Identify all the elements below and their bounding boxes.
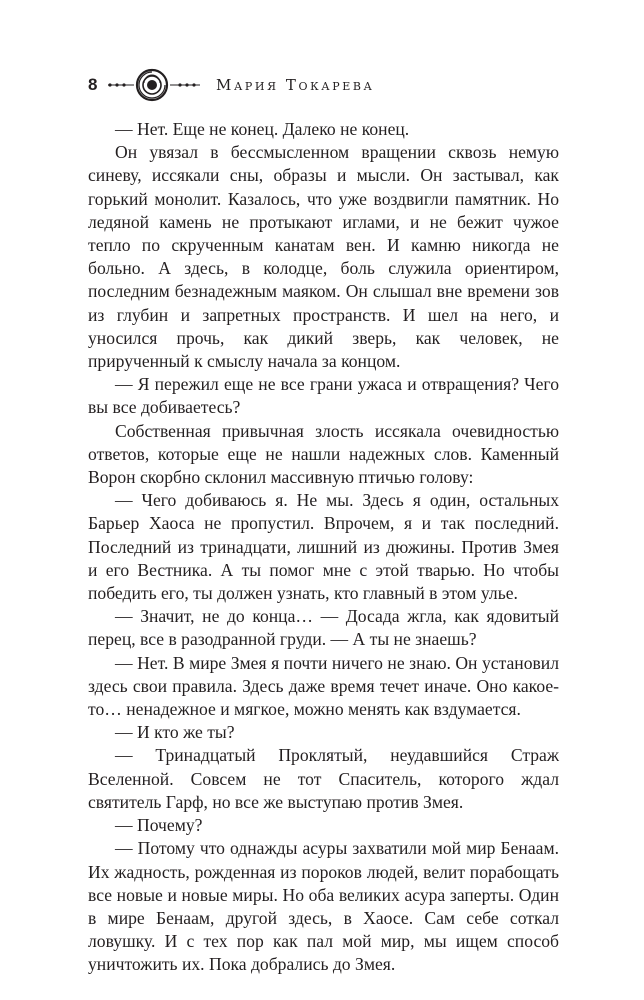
paragraph: — Нет. В мире Змея я почти ничего не знаю. Он установил здесь свои правила. Здесь даже время течет иначе. Оно какое-то… ненадежное и мягкое, можно менять как вздумается. [88,652,559,720]
paragraph: Собственная привычная злость иссякала очевидностью ответов, которые еще не нашли надежных слов. Каменный Ворон скорбно склонил массивную птичью голову: [88,420,559,488]
body-text [88,118,559,977]
paragraph: Он увязал в бессмысленном вращении сквозь немую синеву, иссякали сны, образы и мысли. Он застывал, как горький монолит. Казалось, что уже воздвигли памятник. Но ледяной камень не протыкают иглами, и не бежит чужое тепло по скрученным канатам вен. И камню никогда не больно. А здесь, в колодце, боль служила ориентиром, последним безнадежным маяком. Он слышал вне времени зов из глубин и запретных пространств. И шел на него, и уносился прочь, как дикий зверь, как человек, не прирученный к смыслу начала за концом. [88,142,559,372]
paragraph: — Тринадцатый Проклятый, неудавшийся Страж Вселенной. Совсем не тот Спаситель, которого ждал святитель Гарф, но все же выступаю против Змея. [88,745,559,812]
paragraph: — Потому что однажды асуры захватили мой мир Бенаам. Их жадность, рожденная из пороков людей, велит порабощать все новые и новые миры. Но оба великих асура заперты. Один в мире Бенаам, другой здесь, в Хаосе. Сам себе соткал ловушку. И с тех пор как пал мой мир, мы ищем способ уничтожить их. Пока добрались до Змея. [88,838,559,975]
running-header [88,68,388,102]
author-name: Мария Токарева [216,76,375,94]
paragraph: — Почему? [115,815,203,836]
paragraph: — Нет. Еще не конец. Далеко не конец. [115,119,410,139]
paragraph: — Чего добиваюсь я. Не мы. Здесь я один, остальных Барьер Хаоса не пропустил. Впрочем, я и так последний. Последний из тринадцати, лишний из дюжины. Против Змея и его Вестника. А ты помог мне с этой тварью. Но чтобы победить его, ты должен узнать, кто главный в этом улье. [88,490,559,604]
paragraph: — И кто же ты? [115,722,235,743]
paragraph: — Значит, не до конца… — Досада жгла, как ядовитый перец, все в разодранной груди. — А ты не знаешь? [88,606,559,650]
ornament-icon [104,68,204,102]
paragraph: — Я пережил еще не все грани ужаса и отвращения? Чего вы все добиваетесь? [88,374,559,418]
page-number: 8 [88,75,98,94]
